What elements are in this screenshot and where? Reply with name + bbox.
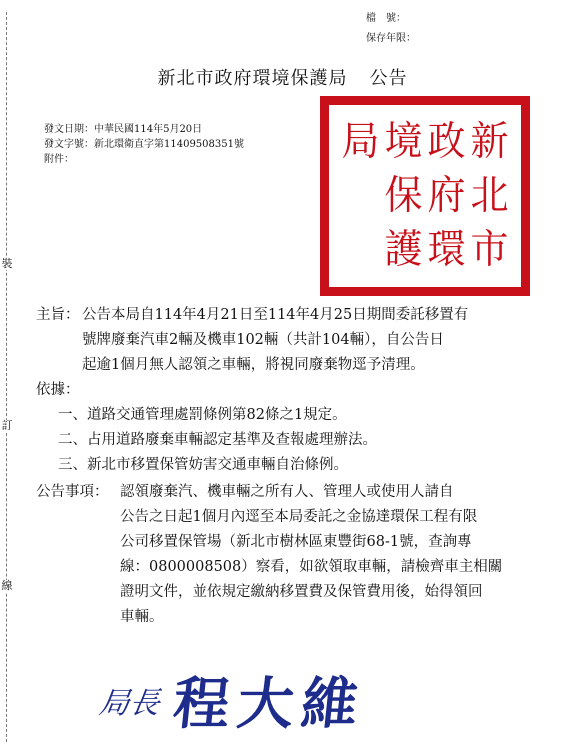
- seal-char: 政: [427, 117, 466, 165]
- seal-char: 北: [470, 171, 509, 219]
- basis-item-2: 二、占用道路廢棄車輛認定基準及查報處理辦法。: [58, 432, 377, 448]
- seal-char: [339, 222, 382, 279]
- subject-section: [36, 303, 468, 378]
- announcement-line-2: 公告之日起1個月內逕至本局委託之金協達環保工程有限: [120, 509, 478, 525]
- director-signature: [97, 660, 370, 740]
- basis-item-3: 三、新北市移置保管妨害交通車輛自治條例。: [58, 457, 348, 473]
- document-type: 公告: [369, 68, 408, 89]
- subject-line-2: 號牌廢棄汽車2輛及機車102輛（共計104輛），自公告日: [82, 332, 444, 348]
- seal-char: 護: [384, 225, 423, 273]
- retention-field: 保存年限：: [366, 33, 416, 44]
- seal-char: 局: [341, 117, 380, 165]
- seal-char: 環: [427, 225, 466, 273]
- signature-title: 局長: [97, 686, 162, 721]
- issue-meta: [44, 122, 244, 167]
- basis-item-1: 一、道路交通管理處罰條例第82條之1規定。: [58, 407, 347, 423]
- document-title: [0, 64, 565, 90]
- seal-char: 境: [384, 117, 423, 165]
- announcement-line-5: 證明文件，並依規定繳納移置費及保管費用後，始得領回: [120, 584, 483, 600]
- archive-fields: [366, 9, 416, 49]
- agency-name: 新北市政府環境保護局: [157, 68, 348, 89]
- official-seal-stamp: [320, 96, 530, 296]
- signature-name: 程大維: [170, 671, 370, 737]
- attachments: 附件：: [44, 154, 74, 165]
- seal-char: 市: [470, 225, 509, 273]
- subject-line-3: 起逾1個月無人認領之車輛，將視同廢棄物逕予清理。: [82, 357, 425, 373]
- binding-mark-3: 線: [1, 579, 13, 592]
- basis-label: 依據：: [36, 382, 80, 398]
- seal-char: 新: [470, 117, 509, 165]
- binding-line: [6, 12, 7, 742]
- announcement-label: 公告事項：: [36, 484, 109, 500]
- seal-char: 保: [384, 171, 423, 219]
- announcement-line-1: 認領廢棄汽、機車輛之所有人、管理人或使用人請自: [120, 484, 454, 500]
- issue-date: 發文日期：中華民國114年5月20日: [44, 124, 203, 135]
- issue-number: 發文字號：新北環衛直字第11409508351號: [44, 139, 244, 150]
- binding-mark-2: 訂: [1, 419, 13, 432]
- announcement-section: [36, 480, 502, 630]
- binding-mark-1: 裝: [1, 257, 13, 270]
- announcement-line-4: 線：0800008508）察看，如欲領取車輛，請檢齊車主相關: [120, 559, 503, 575]
- file-number-field: 檔 號：: [366, 13, 406, 24]
- announcement-line-6: 車輛。: [120, 609, 164, 625]
- seal-char: 府: [427, 171, 466, 219]
- announcement-line-3: 公司移置保管場（新北市樹林區東豐街68-1號，查詢專: [120, 534, 472, 550]
- seal-char: [339, 168, 382, 225]
- subject-label: 主旨：: [36, 307, 80, 323]
- seal-characters: [339, 115, 511, 277]
- subject-line-1: 公告本局自114年4月21日至114年4月25日期間委託移置有: [82, 307, 469, 323]
